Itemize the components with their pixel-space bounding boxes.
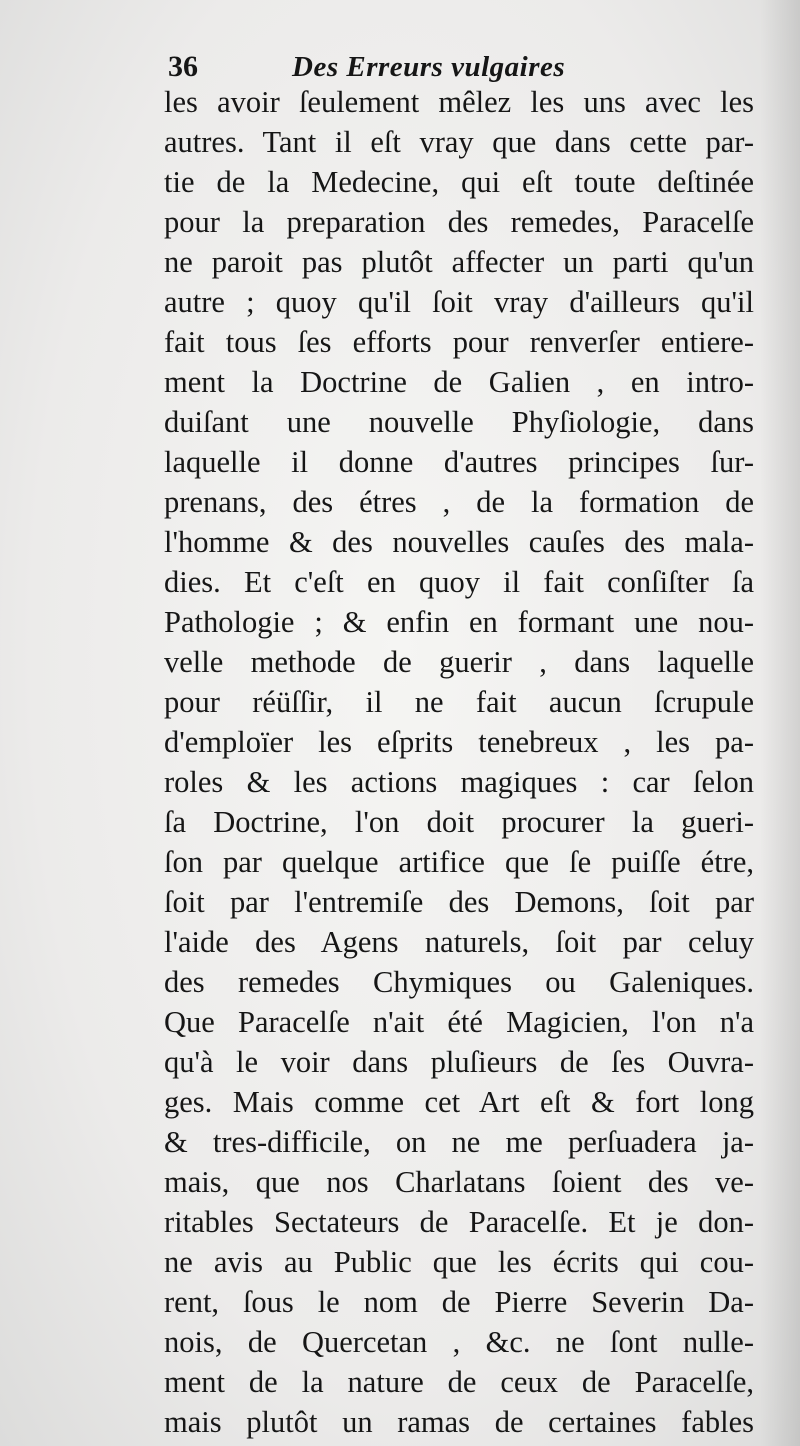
text-line: roles & les actions magiques : car ſelon	[164, 765, 754, 799]
text-line: fait tous ſes efforts pour renverſer entiere-	[164, 325, 754, 359]
text-line: l'aide des Agens naturels, ſoit par celuy	[164, 925, 754, 959]
text-line: ſoit par l'entremiſe des Demons, ſoit par	[164, 885, 754, 919]
text-line: qu'à le voir dans pluſieurs de ſes Ouvra-	[164, 1045, 754, 1079]
text-line: dies. Et c'eſt en quoy il fait conſiſter ſa	[164, 565, 754, 599]
text-line: ſon par quelque artifice que ſe puiſſe étre,	[164, 845, 754, 879]
text-line: d'emploïer les eſprits tenebreux , les pa-	[164, 725, 754, 759]
text-line: rent, ſous le nom de Pierre Severin Da-	[164, 1285, 754, 1319]
text-line: pour réüſſir, il ne fait aucun ſcrupule	[164, 685, 754, 719]
text-line: ſa Doctrine, l'on doit procurer la gueri-	[164, 805, 754, 839]
text-line: mais plutôt un ramas de certaines fables	[164, 1405, 754, 1439]
text-line: ment la Doctrine de Galien , en intro-	[164, 365, 754, 399]
text-line: Pathologie ; & enfin en formant une nou-	[164, 605, 754, 639]
text-line: laquelle il donne d'autres principes ſur-	[164, 445, 754, 479]
text-line: autres. Tant il eſt vray que dans cette par-	[164, 125, 754, 159]
text-line: nois, de Quercetan , &c. ne ſont nulle-	[164, 1325, 754, 1359]
text-line: tie de la Medecine, qui eſt toute deſtinée	[164, 165, 754, 199]
text-line: prenans, des étres , de la formation de	[164, 485, 754, 519]
text-line: des remedes Chymiques ou Galeniques.	[164, 965, 754, 999]
text-line: les avoir ſeulement mêlez les uns avec les	[164, 85, 754, 119]
running-head: Des Erreurs vulgaires	[292, 51, 566, 83]
text-line: Que Paracelſe n'ait été Magicien, l'on n'a	[164, 1005, 754, 1039]
text-line: ment de la nature de ceux de Paracelſe,	[164, 1365, 754, 1399]
text-line: velle methode de guerir , dans laquelle	[164, 645, 754, 679]
text-line: duiſant une nouvelle Phyſiologie, dans	[164, 405, 754, 439]
text-line: ne paroit pas plutôt affecter un parti qu'un	[164, 245, 754, 279]
text-line: ges. Mais comme cet Art eſt & fort long	[164, 1085, 754, 1119]
text-line: pour la preparation des remedes, Paracelſe	[164, 205, 754, 239]
text-line: ne avis au Public que les écrits qui cou-	[164, 1245, 754, 1279]
page-gutter-shadow	[760, 0, 800, 1446]
page-number: 36	[168, 50, 198, 83]
text-line: mais, que nos Charlatans ſoient des ve-	[164, 1165, 754, 1199]
text-line: & tres-difficile, on ne me perſuadera ja-	[164, 1125, 754, 1159]
text-line: autre ; quoy qu'il ſoit vray d'ailleurs qu'il	[164, 285, 754, 319]
text-line: ritables Sectateurs de Paracelſe. Et je don-	[164, 1205, 754, 1239]
text-line: l'homme & des nouvelles cauſes des mala-	[164, 525, 754, 559]
body-text	[164, 82, 754, 1442]
